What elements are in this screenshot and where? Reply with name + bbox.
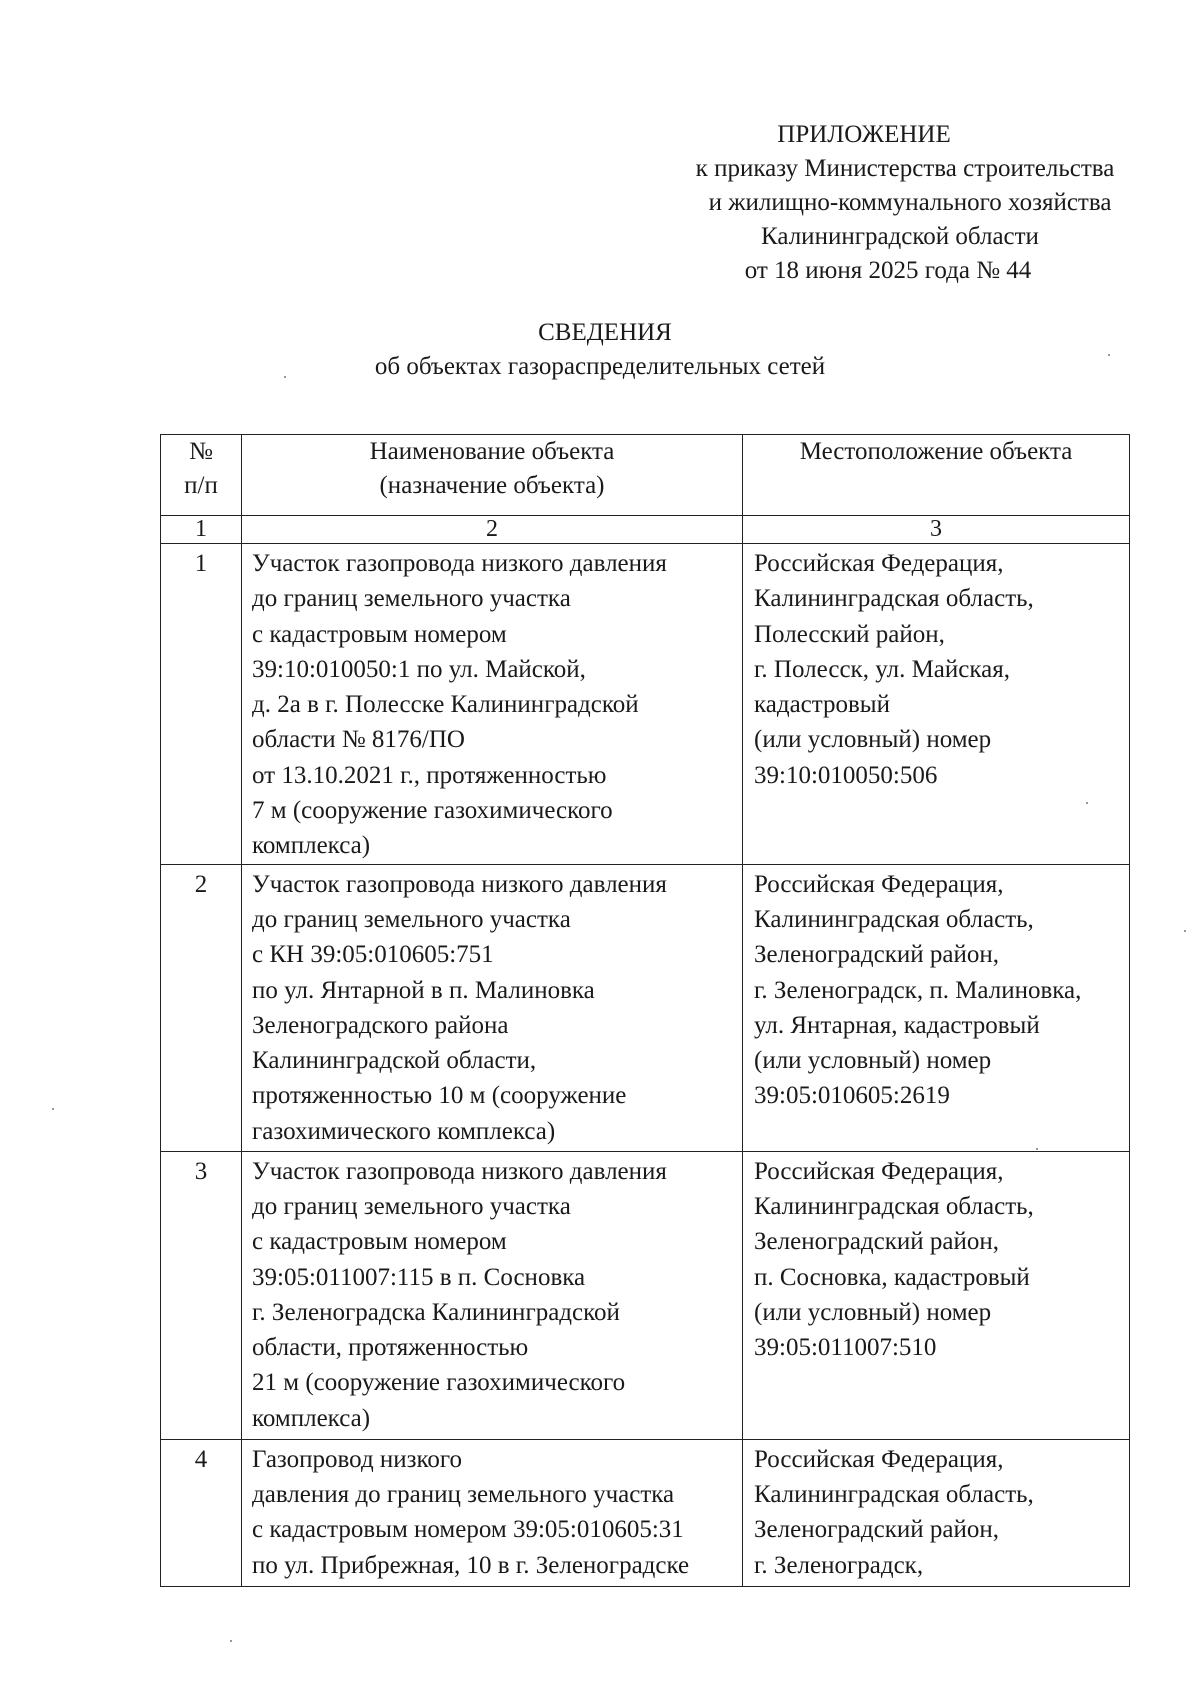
object-name-line: с кадастровым номером 39:05:010605:31 xyxy=(252,1516,684,1544)
object-name-line: области, протяженностью xyxy=(252,1334,529,1362)
object-name-line: д. 2а в г. Полесске Калининградской xyxy=(252,691,639,719)
document-subtitle: об объектах газораспределительных сетей xyxy=(374,353,826,380)
object-name-line: от 13.10.2021 г., протяженностью xyxy=(252,761,607,789)
object-location-line: Российская Федерация, xyxy=(754,870,1004,898)
objects-table xyxy=(160,434,1130,1587)
header-text: Местоположение объекта xyxy=(799,438,1073,465)
object-name-line: с кадастровым номером xyxy=(252,620,507,648)
object-location-line: Калининградская область, xyxy=(754,905,1034,933)
table-header-row xyxy=(161,435,1130,516)
object-name-line: области № 8176/ПО xyxy=(252,726,465,754)
column-number-row xyxy=(161,516,1130,544)
scan-speck xyxy=(1036,1148,1038,1150)
object-location-line: г. Полесск, ул. Майская, xyxy=(754,655,1010,683)
object-location-line: г. Зеленоградск, п. Малиновка, xyxy=(754,976,1082,1004)
object-location-line: Российская Федерация, xyxy=(754,1445,1004,1473)
header-text: № xyxy=(189,438,213,465)
column-number: 3 xyxy=(743,516,1130,544)
object-location-line: Калининградская область, xyxy=(754,1192,1034,1220)
object-location-cell xyxy=(743,1151,1130,1439)
object-name-line: до границ земельного участка xyxy=(252,585,571,613)
object-location-line: кадастровый xyxy=(754,691,890,719)
header-cell-number xyxy=(161,435,242,516)
header-cell-location xyxy=(743,435,1130,516)
object-location-line: (или условный) номер xyxy=(754,726,992,754)
object-name-cell xyxy=(242,544,743,865)
object-name-line: г. Зеленоградска Калининградской xyxy=(252,1298,620,1326)
appendix-block xyxy=(600,118,1180,288)
object-location-cell xyxy=(743,1439,1130,1586)
object-location-line: г. Зеленоградск, xyxy=(754,1551,924,1579)
object-name-line: 39:10:010050:1 по ул. Майской, xyxy=(252,655,586,683)
object-location-line: 39:05:010605:2619 xyxy=(754,1082,950,1110)
object-name-line: 39:05:011007:115 в п. Сосновка xyxy=(252,1263,586,1291)
object-name-line: до границ земельного участка xyxy=(252,905,571,933)
appendix-date-line: от 18 июня 2025 года № 44 xyxy=(744,257,1032,284)
table-row xyxy=(161,1151,1130,1439)
column-number: 2 xyxy=(242,516,743,544)
appendix-line: и жилищно-коммунального хозяйства xyxy=(708,189,1112,216)
table-row xyxy=(161,864,1130,1151)
object-name-line: по ул. Прибрежная, 10 в г. Зеленоградске xyxy=(252,1551,690,1579)
object-location-line: Российская Федерация, xyxy=(754,1157,1004,1185)
document-title: СВЕДЕНИЯ xyxy=(538,319,672,346)
object-location-line: Российская Федерация, xyxy=(754,550,1004,577)
object-name-line: Участок газопровода низкого давления xyxy=(252,1157,667,1185)
scan-speck xyxy=(284,376,286,378)
object-name-line: с КН 39:05:010605:751 xyxy=(252,941,494,969)
appendix-line: к приказу Министерства строительства xyxy=(695,155,1115,182)
object-name-line: по ул. Янтарной в п. Малиновка xyxy=(252,976,595,1004)
row-number: 3 xyxy=(161,1151,242,1439)
column-number: 1 xyxy=(161,516,242,544)
scan-speck xyxy=(230,1640,232,1642)
object-name-line: с кадастровым номером xyxy=(252,1228,507,1256)
object-name-line: 7 м (сооружение газохимического xyxy=(252,797,613,825)
header-cell-name xyxy=(242,435,743,516)
object-location-line: п. Сосновка, кадастровый xyxy=(754,1263,1030,1291)
object-name-line: газохимического комплекса) xyxy=(252,1117,556,1145)
object-location-line: 39:05:011007:510 xyxy=(754,1334,937,1362)
document-heading xyxy=(0,316,1200,384)
header-text: Наименование объекта xyxy=(369,438,615,465)
object-name-line: до границ земельного участка xyxy=(252,1192,571,1220)
header-text: (назначение объекта) xyxy=(379,472,605,499)
scan-speck xyxy=(52,1108,54,1110)
object-location-line: Зеленоградский район, xyxy=(754,1516,999,1544)
object-name-line: протяженностью 10 м (сооружение xyxy=(252,1082,627,1110)
object-location-line: 39:10:010050:506 xyxy=(754,761,938,789)
scan-speck xyxy=(1108,354,1110,356)
object-location-line: (или условный) номер xyxy=(754,1298,992,1326)
table-row xyxy=(161,544,1130,865)
object-location-line: Зеленоградский район, xyxy=(754,941,999,969)
row-number: 1 xyxy=(161,544,242,865)
object-location-line: Калининградская область, xyxy=(754,585,1034,613)
object-location-cell xyxy=(743,864,1130,1151)
object-name-cell xyxy=(242,864,743,1151)
object-name-line: Газопровод низкого xyxy=(252,1445,463,1473)
row-number: 4 xyxy=(161,1439,242,1586)
object-name-line: Калининградской области, xyxy=(252,1047,537,1075)
row-number: 2 xyxy=(161,864,242,1151)
object-location-line: Калининградская область, xyxy=(754,1480,1034,1508)
object-location-cell xyxy=(743,544,1130,865)
object-location-line: ул. Янтарная, кадастровый xyxy=(754,1011,1040,1039)
object-name-line: Участок газопровода низкого давления xyxy=(252,870,667,898)
object-name-line: комплекса) xyxy=(252,832,371,860)
object-location-line: (или условный) номер xyxy=(754,1047,992,1075)
scan-speck xyxy=(1086,802,1088,804)
object-name-line: Участок газопровода низкого давления xyxy=(252,550,667,577)
appendix-title: ПРИЛОЖЕНИЕ xyxy=(777,121,951,148)
object-name-line: давления до границ земельного участка xyxy=(252,1480,675,1508)
header-text: п/п xyxy=(184,472,218,499)
scan-speck xyxy=(1184,930,1186,932)
appendix-line: Калининградской области xyxy=(761,223,1039,250)
object-name-line: комплекса) xyxy=(252,1404,371,1432)
object-location-line: Полесский район, xyxy=(754,620,945,648)
object-name-cell xyxy=(242,1439,743,1586)
object-name-line: Зеленоградского района xyxy=(252,1011,509,1039)
object-location-line: Зеленоградский район, xyxy=(754,1228,999,1256)
object-name-cell xyxy=(242,1151,743,1439)
table-row xyxy=(161,1439,1130,1586)
object-name-line: 21 м (сооружение газохимического xyxy=(252,1369,626,1397)
